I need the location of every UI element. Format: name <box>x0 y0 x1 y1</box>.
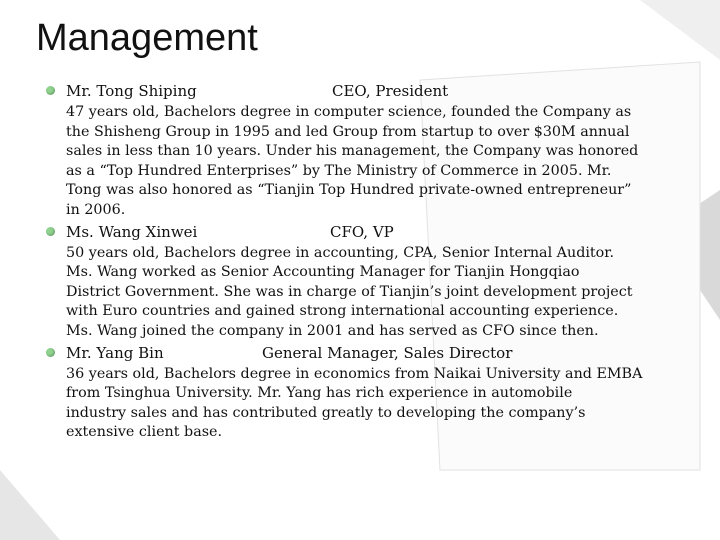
executive-name: Mr. Tong Shiping <box>66 82 197 100</box>
bullet-icon <box>46 86 55 95</box>
description-line: 50 years old, Bachelors degree in accounting, CPA, Senior Internal Auditor. <box>66 244 615 261</box>
executive-heading <box>66 342 700 365</box>
slide-title: Management <box>36 17 258 59</box>
bullet-icon <box>46 227 55 236</box>
executive-description <box>66 365 700 443</box>
description-line: as a “Top Hundred Enterprises” by The Ministry of Commerce in 2005. Mr. <box>66 162 612 179</box>
description-line: the Shisheng Group in 1995 and led Group from startup to over $30M annual <box>66 123 630 140</box>
description-line: sales in less than 10 years. Under his management, the Company was honored <box>66 143 639 160</box>
executive-heading <box>66 221 700 244</box>
executive-role: CEO, President <box>332 82 449 100</box>
description-line: Tong was also honored as “Tianjin Top Hundred private-owned entrepreneur” <box>66 182 632 199</box>
executive-description <box>66 244 700 342</box>
description-line: Ms. Wang worked as Senior Accounting Manager for Tianjin Hongqiao <box>66 264 580 281</box>
executive-description <box>66 103 700 221</box>
bullet-icon <box>46 348 55 357</box>
executive-role: CFO, VP <box>330 222 394 241</box>
executive-heading <box>66 80 700 103</box>
description-line: from Tsinghua University. Mr. Yang has rich experience in automobile <box>66 385 573 402</box>
description-line: extensive client base. <box>66 424 223 441</box>
description-line: 47 years old, Bachelors degree in computer science, founded the Company as <box>66 104 632 120</box>
executive-item-tong <box>46 80 700 221</box>
executive-list <box>46 80 700 443</box>
description-line: in 2006. <box>66 201 126 218</box>
executive-name: Mr. Yang Bin <box>66 343 164 362</box>
executive-item-wang <box>46 221 700 342</box>
description-line: with Euro countries and gained strong international accounting experience. <box>66 303 619 320</box>
executive-role: General Manager, Sales Director <box>262 343 513 362</box>
description-line: District Government. She was in charge of Tianjin’s joint development project <box>66 283 633 300</box>
description-line: industry sales and has contributed greatly to developing the company’s <box>66 404 586 421</box>
executive-name: Ms. Wang Xinwei <box>66 222 198 241</box>
executive-item-yang <box>46 342 700 443</box>
description-line: Ms. Wang joined the company in 2001 and has served as CFO since then. <box>66 322 599 339</box>
description-line: 36 years old, Bachelors degree in economics from Naikai University and EMBA <box>66 365 643 382</box>
